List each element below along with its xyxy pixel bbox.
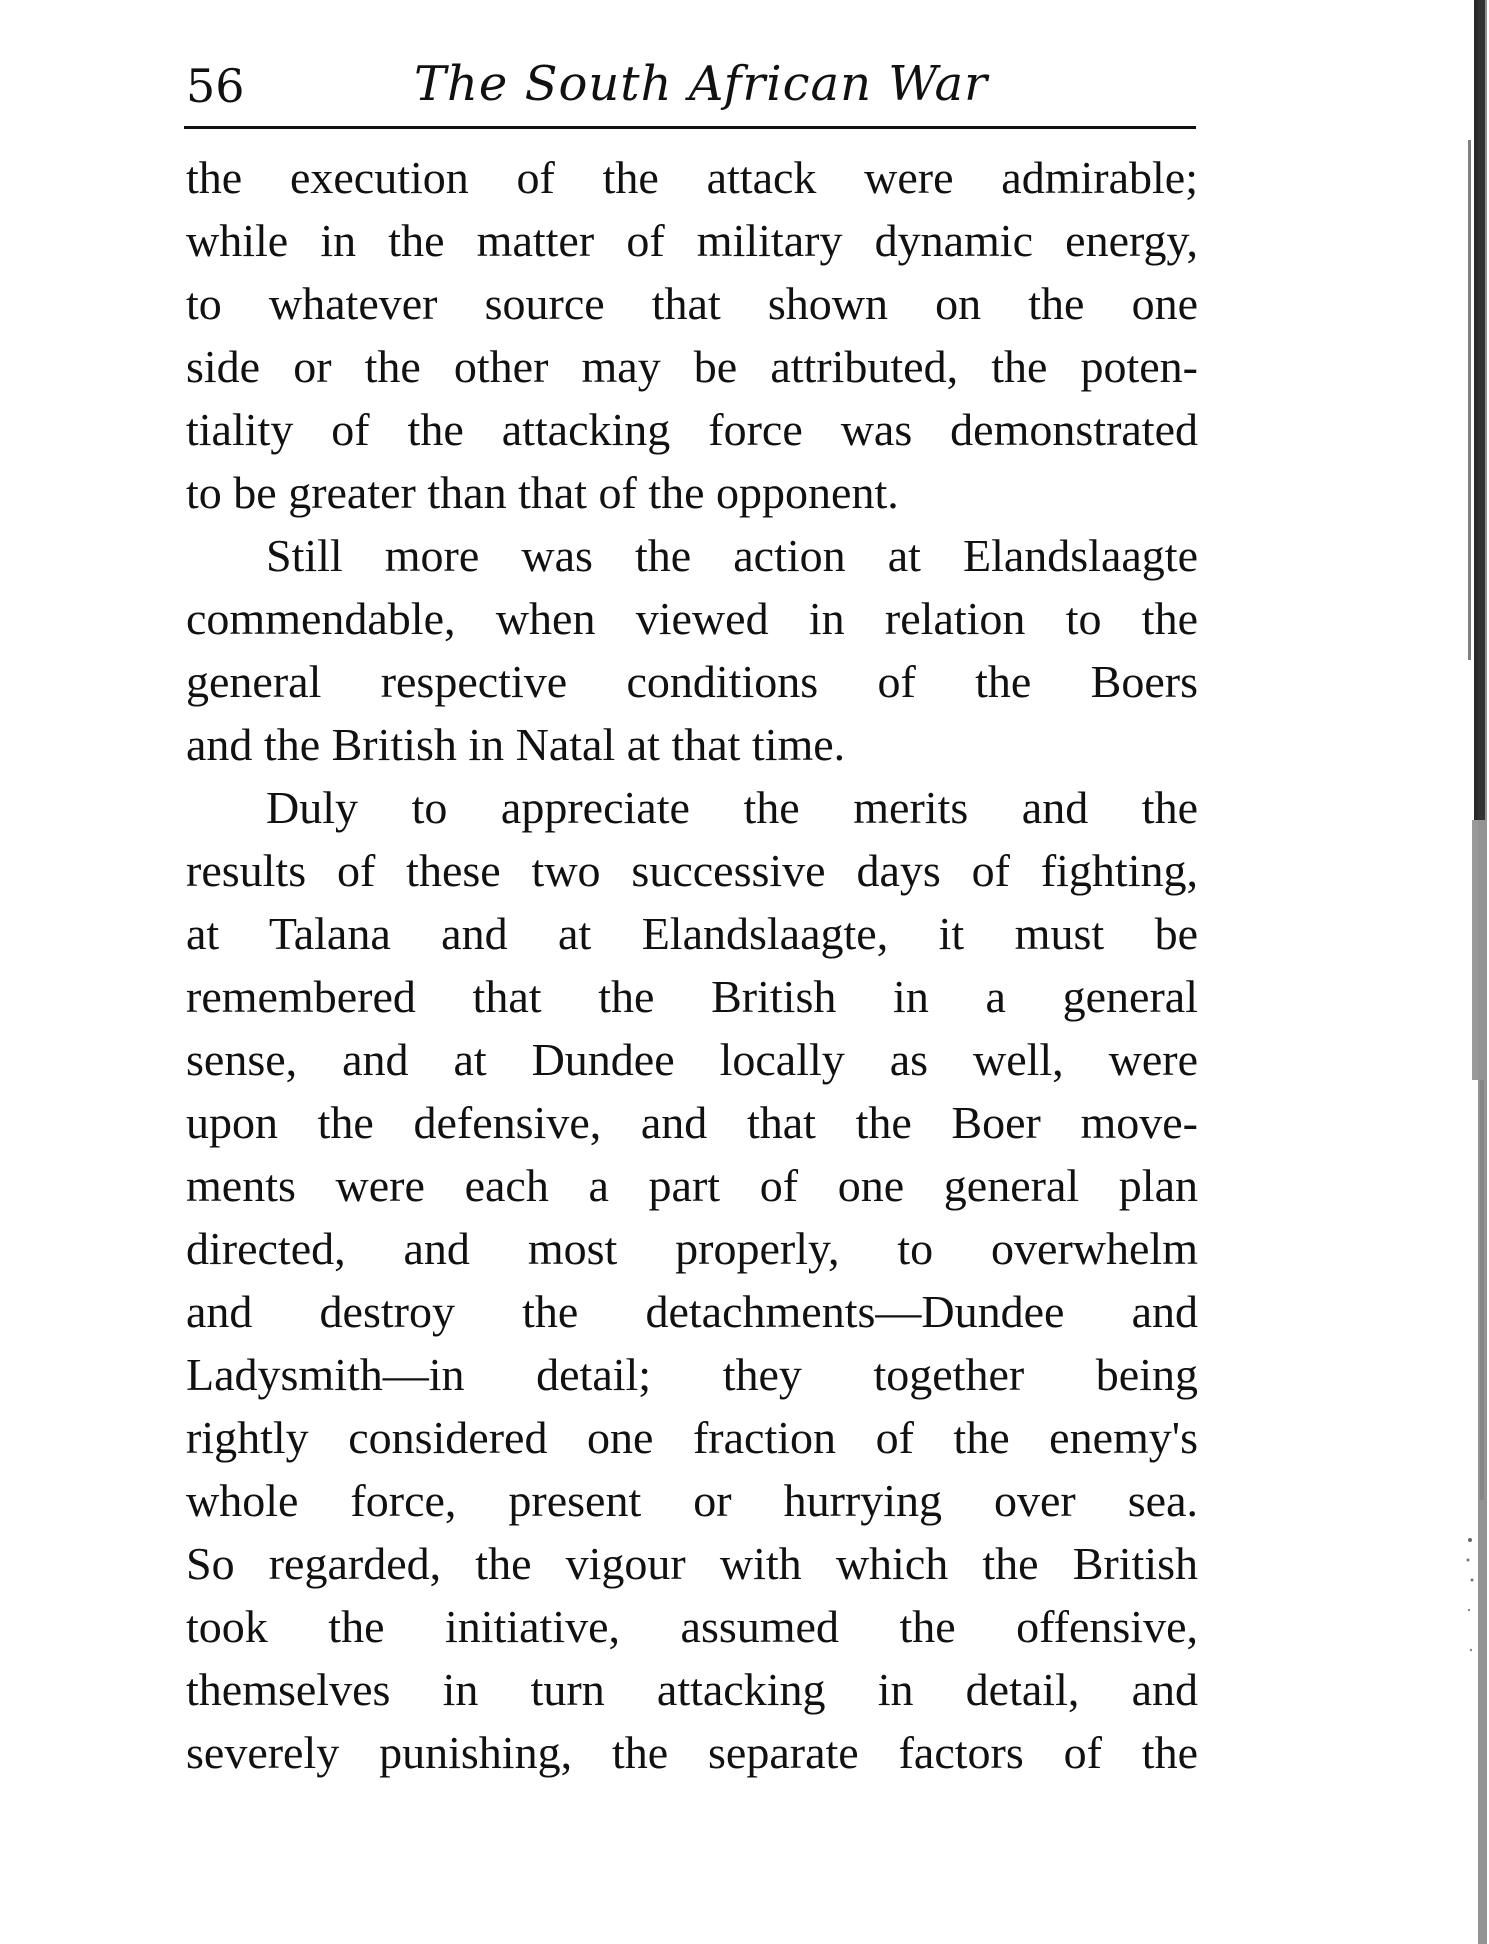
text-line: and destroy the detachments—Dundee and [186, 1286, 1198, 1337]
text-line: at Talana and at Elandslaagte, it must be [186, 908, 1198, 959]
text-line: whole force, present or hurrying over sea. [186, 1475, 1198, 1526]
text-line: directed, and most properly, to overwhelm [186, 1223, 1198, 1274]
text-line: severely punishing, the separate factors of the [186, 1727, 1198, 1778]
text-line: tiality of the attacking force was demonstrated [186, 404, 1198, 455]
text-line: sense, and at Dundee locally as well, were [186, 1034, 1198, 1085]
text-line: and the British in Natal at that time. [186, 719, 846, 770]
text-line: themselves in turn attacking in detail, and [186, 1664, 1198, 1715]
text-line: took the initiative, assumed the offensive, [186, 1601, 1198, 1652]
page-number: 56 [186, 59, 245, 113]
paragraph-start-line: Duly to appreciate the merits and the [266, 782, 1198, 833]
text-line: results of these two successive days of fighting, [186, 845, 1198, 896]
text-line: while in the matter of military dynamic energy, [186, 215, 1198, 266]
text-line: rightly considered one fraction of the enemy's [186, 1412, 1198, 1463]
header-rule [184, 126, 1196, 129]
text-line: upon the defensive, and that the Boer move- [186, 1097, 1198, 1148]
paragraph-start-line: Still more was the action at Elandslaagte [266, 530, 1198, 581]
body-text [186, 146, 1198, 1784]
running-title: The South African War [414, 56, 989, 112]
text-line: So regarded, the vigour with which the British [186, 1538, 1198, 1589]
text-line: general respective conditions of the Boers [186, 656, 1198, 707]
text-line: remembered that the British in a general [186, 971, 1198, 1022]
text-line: commendable, when viewed in relation to the [186, 593, 1198, 644]
text-line: to whatever source that shown on the one [186, 278, 1198, 329]
text-line: to be greater than that of the opponent. [186, 467, 899, 518]
text-line: the execution of the attack were admirable; [186, 152, 1198, 203]
page-header [186, 44, 1196, 122]
text-line: Ladysmith—in detail; they together being [186, 1349, 1198, 1400]
scanned-page-edge [1460, 0, 1489, 1944]
text-line: ments were each a part of one general plan [186, 1160, 1198, 1211]
text-line: side or the other may be attributed, the poten- [186, 341, 1198, 392]
